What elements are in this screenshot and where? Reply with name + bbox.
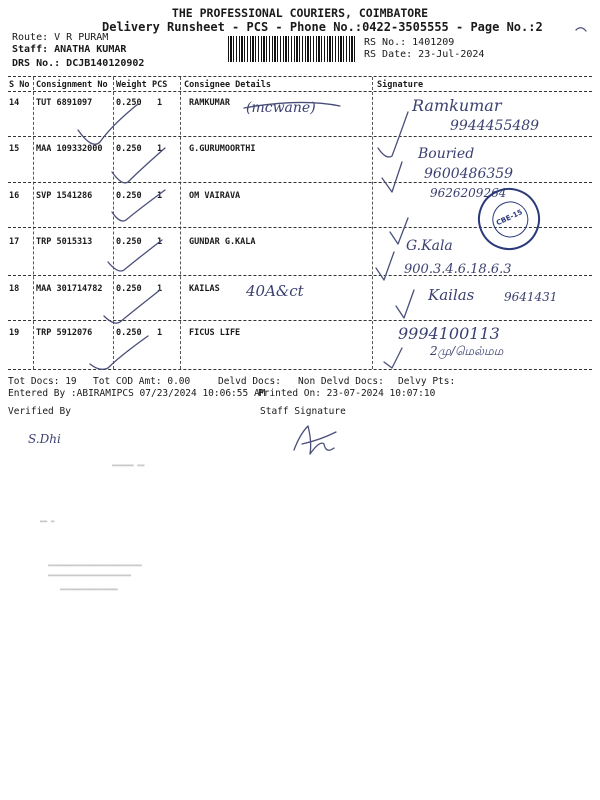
row-sno: 16 xyxy=(9,191,20,201)
row-weight: 0.250 xyxy=(116,98,142,108)
delivery-points: Delvy Pts: xyxy=(398,376,456,387)
row-consignment: MAA 301714782 xyxy=(36,284,103,294)
row-consignment: TUT 6891097 xyxy=(36,98,93,108)
row-consignment: MAA 109332000 xyxy=(36,144,103,154)
row-pcs: 1 xyxy=(157,98,163,108)
bleed-through-mark: ▬▬▬▬▬▬ ▬▬ xyxy=(112,462,145,469)
row-consignee: KAILAS xyxy=(189,284,220,294)
row-consignee: RAMKUMAR xyxy=(189,98,230,108)
total-docs: Tot Docs: 19 xyxy=(8,376,77,387)
rs-number: RS No.: 1401209 xyxy=(364,37,455,48)
row-sno: 17 xyxy=(9,237,20,247)
row-consignment: TRP 5912076 xyxy=(36,328,93,338)
handwritten-phone: 900.3.4.6.18.6.3 xyxy=(404,262,512,277)
handwritten-signature: Ramkumar xyxy=(412,96,502,115)
handwritten-phone: 9626209264 xyxy=(430,186,507,200)
printed-on: Printed On: 23-07-2024 10:07:10 xyxy=(258,388,436,399)
row-pcs: 1 xyxy=(157,191,163,201)
non-delivered-docs: Non Delvd Docs: xyxy=(298,376,384,387)
bleed-through-mark: ▬▬ ▬ xyxy=(40,518,55,525)
verifier-signature: S.Dhi xyxy=(28,432,61,446)
row-consignee: G.GURUMOORTHI xyxy=(189,144,256,154)
row-consignee: OM VAIRAVA xyxy=(189,191,241,201)
staff-signature-scribble-icon xyxy=(290,414,370,464)
col-consignment: Consignment No xyxy=(36,80,108,90)
row-weight: 0.250 xyxy=(116,284,142,294)
col-consignee: Consignee Details xyxy=(184,80,271,90)
entered-by: Entered By :ABIRAMIPCS 07/23/2024 10:06:55 AM xyxy=(8,388,266,399)
row-weight: 0.250 xyxy=(116,144,142,154)
row-consignment: SVP 1541286 xyxy=(36,191,93,201)
bleed-through-mark: ▬▬▬▬▬▬▬▬▬▬▬▬▬▬▬▬▬▬▬▬▬▬▬ xyxy=(48,572,132,579)
stamp-text: CBE-15 xyxy=(495,208,524,228)
handwritten-note: 40A&ct xyxy=(246,282,304,300)
handwritten-signature: Bouried xyxy=(418,146,475,162)
col-sno: S No xyxy=(9,80,30,90)
company-title: THE PROFESSIONAL COURIERS, COIMBATORE xyxy=(171,6,429,20)
row-consignment: TRP 5015313 xyxy=(36,237,93,247)
row-pcs: 1 xyxy=(157,284,163,294)
bleed-through-mark: ▬▬▬▬▬▬▬▬▬▬▬▬▬▬▬▬ xyxy=(60,586,118,593)
row-sno: 14 xyxy=(9,98,20,108)
handwritten-signature: G.Kala xyxy=(406,238,453,254)
delivered-docs: Delvd Docs: xyxy=(218,376,281,387)
rs-date: RS Date: 23-Jul-2024 xyxy=(364,49,485,60)
handwritten-phone: 9994100113 xyxy=(398,324,500,343)
staff-label: Staff: ANATHA KUMAR xyxy=(12,44,127,55)
row-weight: 0.250 xyxy=(116,237,142,247)
handwritten-phone: 9944455489 xyxy=(450,118,540,134)
runsheet-title: Delivery Runsheet - PCS - Phone No.:0422-3505555 - Page No.:2 xyxy=(102,20,543,34)
row-sno: 18 xyxy=(9,284,20,294)
col-weight: Weight xyxy=(116,80,147,90)
bleed-through-mark: ▬▬▬▬▬▬▬▬▬▬▬▬▬▬▬▬▬▬▬▬▬▬▬▬▬▬ xyxy=(48,562,142,569)
col-signature: Signature xyxy=(377,80,424,90)
route-label: Route: V R PURAM xyxy=(12,32,109,43)
row-weight: 0.250 xyxy=(116,328,142,338)
handwritten-phone: 9600486359 xyxy=(424,166,514,182)
row-weight: 0.250 xyxy=(116,191,142,201)
staff-signature-label: Staff Signature xyxy=(260,406,346,417)
row-sno: 19 xyxy=(9,328,20,338)
handwritten-phone: 9641431 xyxy=(504,290,558,304)
total-cod: Tot COD Amt: 0.00 xyxy=(93,376,191,387)
row-sno: 15 xyxy=(9,144,20,154)
handwritten-note: (mcwane) xyxy=(246,100,316,116)
handwritten-signature: Kailas xyxy=(428,286,475,304)
col-pcs: PCS xyxy=(152,80,168,90)
row-consignee: FICUS LIFE xyxy=(189,328,241,338)
drs-number: DRS No.: DCJB140120902 xyxy=(12,58,145,69)
row-pcs: 1 xyxy=(157,328,163,338)
row-consignee: GUNDAR G.KALA xyxy=(189,237,256,247)
row-pcs: 1 xyxy=(157,144,163,154)
verified-by-label: Verified By xyxy=(8,406,71,417)
handwritten-name: 2மு/மெல்மம xyxy=(430,344,504,358)
row-pcs: 1 xyxy=(157,237,163,247)
